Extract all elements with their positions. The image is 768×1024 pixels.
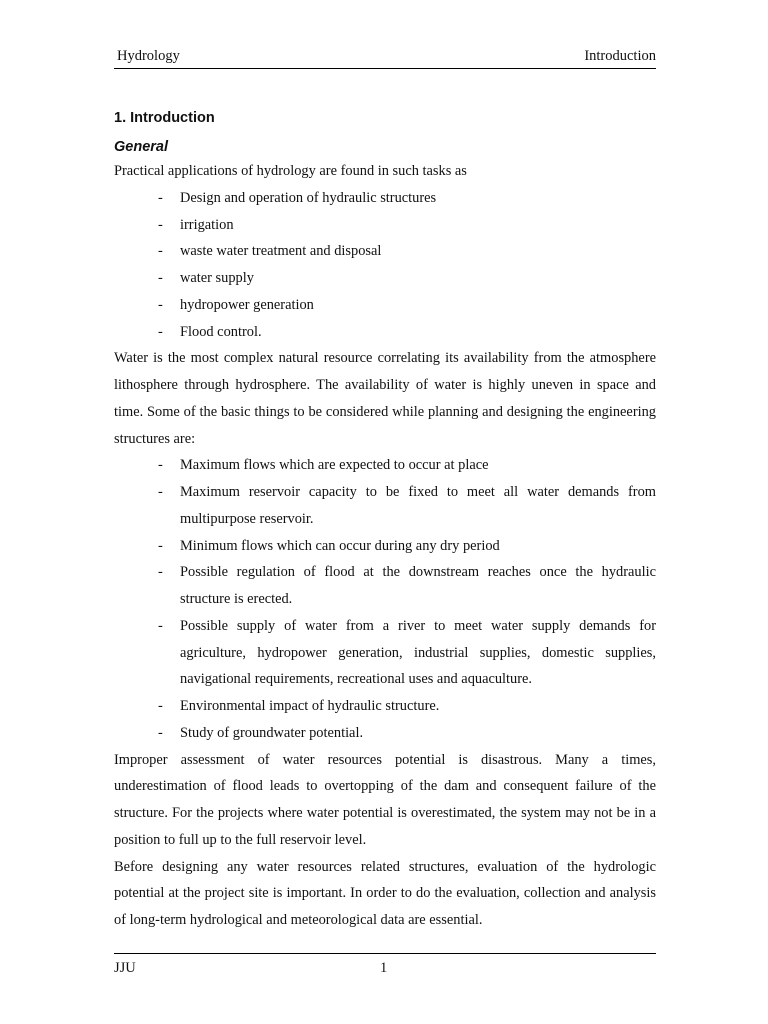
header-left: Hydrology bbox=[117, 48, 180, 64]
list-item: - Flood control. bbox=[114, 319, 656, 346]
list-item: - Maximum flows which are expected to occur at place bbox=[114, 452, 656, 479]
header-right: Introduction bbox=[584, 48, 656, 64]
paragraph-before-designing: Before designing any water resources related structures, evaluation of the hydrologic potential at the project site is important. In order to do the evaluation, collection and analysis of long-term hydrological and meteorological data are essential. bbox=[114, 858, 656, 928]
list-item: - Minimum flows which can occur during any dry period bbox=[114, 533, 656, 560]
list-item: - Possible supply of water from a river to meet water supply demands for agriculture, hydropower generation, industrial supplies, domestic supplies, navigational requirements, recreational uses and aquaculture. bbox=[114, 613, 656, 693]
list-item: - water supply bbox=[114, 265, 656, 292]
list-item: - irrigation bbox=[114, 212, 656, 239]
list-item: - waste water treatment and disposal bbox=[114, 238, 656, 265]
list-item: - Study of groundwater potential. bbox=[114, 720, 656, 747]
considerations-list bbox=[114, 452, 656, 746]
paragraph-water-resource: Water is the most complex natural resource correlating its availability from the atmosphere lithosphere through hydrosphere. The availability of water is highly uneven in space and time. Some of the basic things to be considered while planning and designing the engineering structures are: bbox=[114, 350, 656, 447]
list-item: - hydropower generation bbox=[114, 292, 656, 319]
page-content bbox=[114, 104, 656, 934]
applications-list bbox=[114, 185, 656, 346]
list-item: - Maximum reservoir capacity to be fixed to meet all water demands from multipurpose reservoir. bbox=[114, 479, 656, 533]
page-header bbox=[114, 46, 656, 69]
list-item: - Environmental impact of hydraulic structure. bbox=[114, 693, 656, 720]
subsection-title: General bbox=[114, 139, 168, 155]
list-item: - Possible regulation of flood at the downstream reaches once the hydraulic structure is erected. bbox=[114, 559, 656, 613]
paragraph-improper-assessment: Improper assessment of water resources potential is disastrous. Many a times, underestimation of flood leads to overtopping of the dam and consequent failure of the structure. For the projects where water potential is overestimated, the system may not be in a position to full up to the full reservoir level. bbox=[114, 751, 656, 848]
intro-paragraph: Practical applications of hydrology are found in such tasks as bbox=[114, 163, 467, 179]
footer-divider bbox=[114, 953, 656, 954]
list-item: - Design and operation of hydraulic structures bbox=[114, 185, 656, 212]
footer-left: JJU bbox=[114, 960, 136, 976]
section-title: 1. Introduction bbox=[114, 110, 215, 126]
page-number: 1 bbox=[380, 960, 388, 976]
